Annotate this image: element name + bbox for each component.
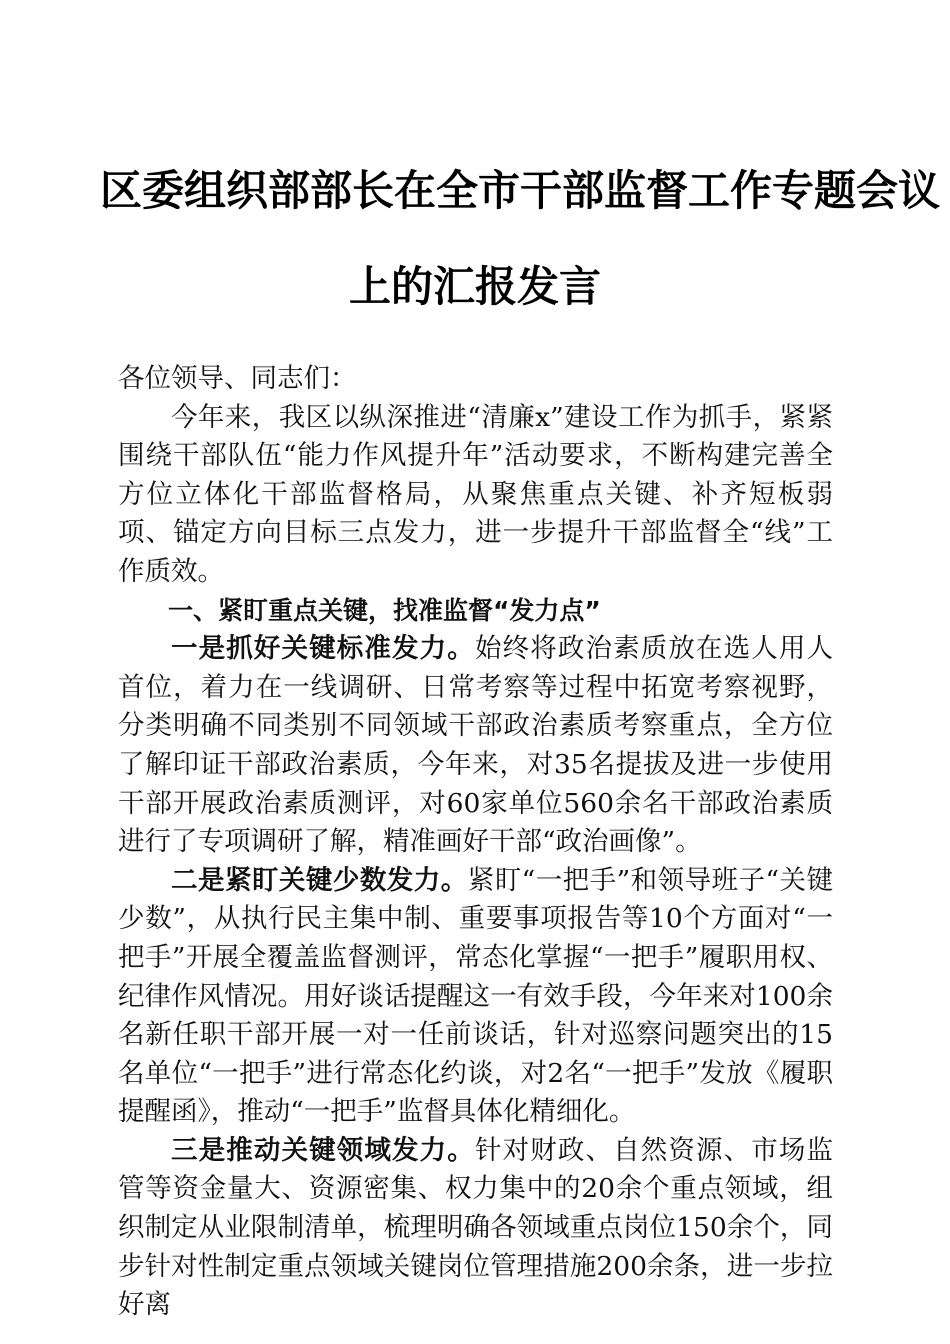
section-1-heading: 一、紧盯重点关键，找准监督“发力点” [168,595,601,625]
paragraph-1 [118,630,833,862]
document-title-line-2: 上的汇报发言 [348,262,601,311]
salutation: 各位领导、同志们： [118,363,357,394]
paragraph-3 [118,1132,833,1325]
paragraph-2-text: 紧盯“一把手”和领导班子“关键少数”，从执行民主集中制、重要事项报告等10个方面对“一把手”开展全覆盖监督测评，常态化掌握“一把手”履职用权、纪律作风情况。用好谈话提醒这一有效手段，今年来对100余名新任职干部开展一对一任前谈话，针对巡察问题突出的15名单位“一把手”进行常态化约谈，对2名“一把手”发放《履职提醒函》，推动“一把手”监督具体化精细化。 [118,864,833,1128]
paragraph-2 [118,862,833,1132]
paragraph-3-text: 针对财政、自然资源、市场监管等资金量大、资源密集、权力集中的20余个重点领域，组织制定从业限制清单，梳理明确各领域重点岗位150余个，同步针对性制定重点领域关键岗位管理措施200余条，进一步拉好离 [118,1134,834,1321]
paragraph-3-lead: 三是推动关键领域发力。 [171,1134,475,1166]
paragraph-2-lead: 二是紧盯关键少数发力。 [171,864,468,896]
intro-paragraph: 今年来，我区以纵深推进“清廉x”建设工作为抓手，紧紧围绕干部队伍“能力作风提升年”活动要求，不断构建完善全方位立体化干部监督格局，从聚焦重点关键、补齐短板弱项、锚定方向目标三点发力，进一步提升干部监督全“线”工作质效。 [118,401,833,587]
document-body [118,360,833,1325]
paragraph-1-lead: 一是抓好关键标准发力。 [171,633,475,665]
document-title-line-1: 区委组织部部长在全市干部监督工作专题会议 [100,166,941,215]
paragraph-1-text: 始终将政治素质放在选人用人首位，着力在一线调研、日常考察等过程中拓宽考察视野，分类明确不同类别不同领域干部政治素质考察重点，全方位了解印证干部政治素质，今年来，对35名提拔及进一步使用干部开展政治素质测评，对60家单位560余名干部政治素质进行了专项调研了解，精准画好干部“政治画像”。 [118,633,834,858]
